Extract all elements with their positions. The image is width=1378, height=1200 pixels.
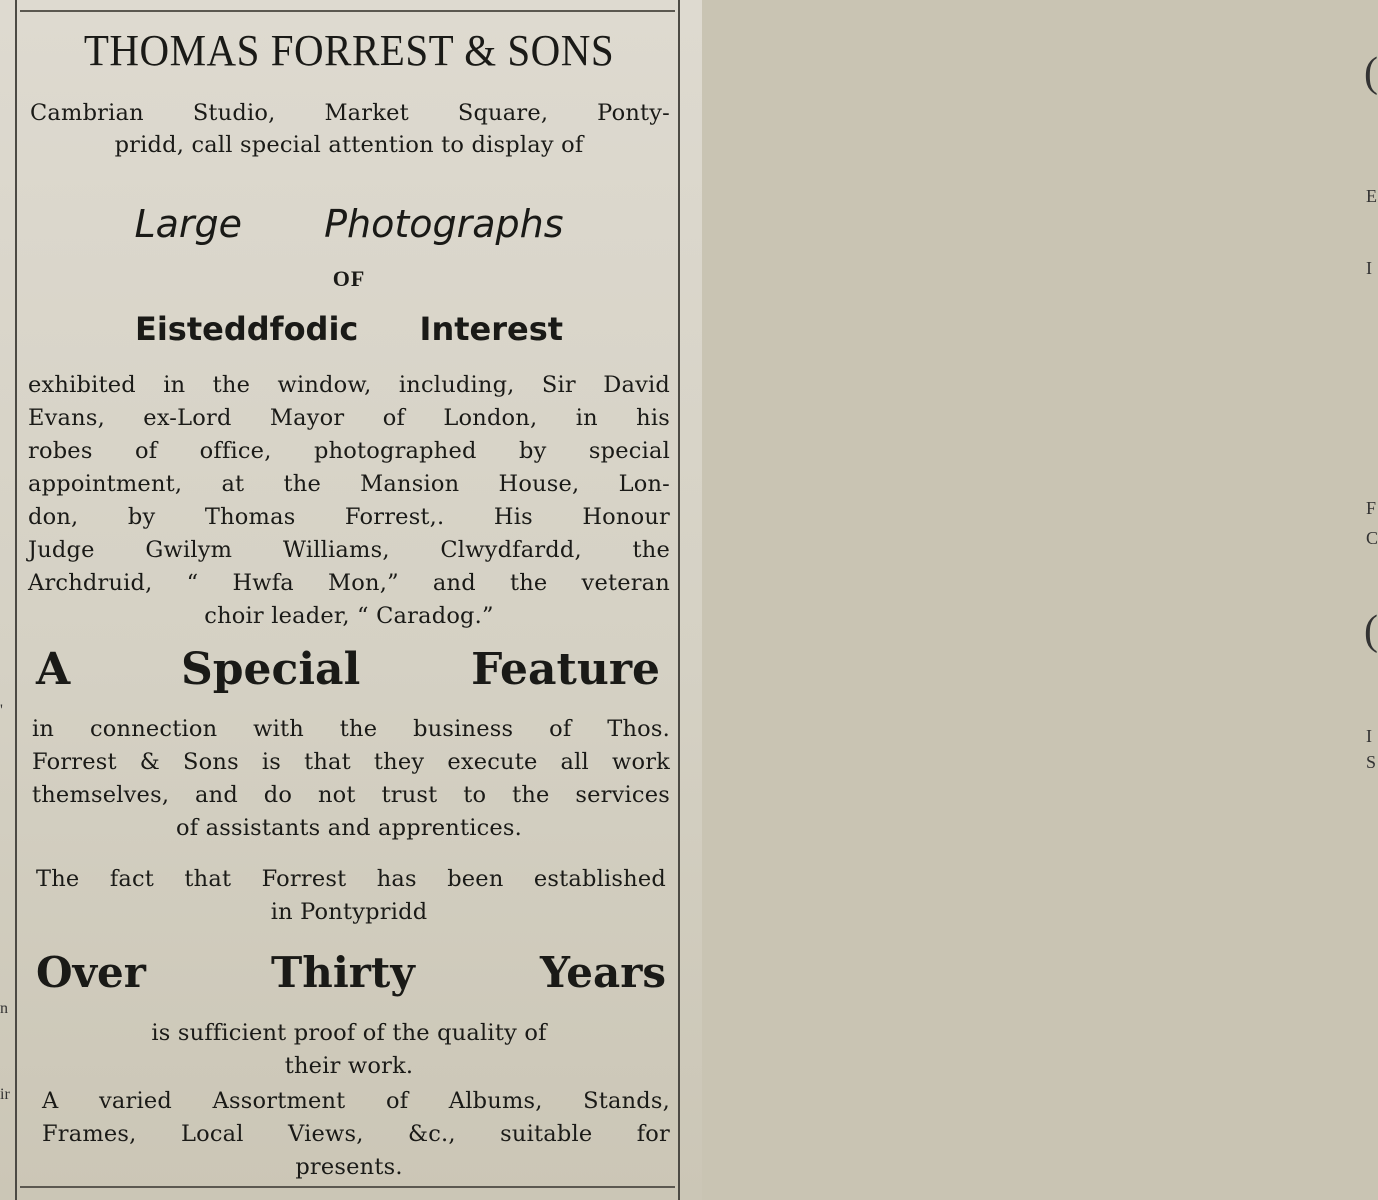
left-column-rule: [15, 0, 17, 1200]
paragraph4-line: is sufficient proof of the quality of: [151, 1020, 547, 1046]
paragraph3-line: in Pontypridd: [270, 899, 428, 925]
paragraph1-line: Archdruid, “ Hwfa Mon,” and the veteran: [28, 570, 670, 596]
right-fragment: I: [1366, 726, 1372, 746]
paragraph1-line: appointment, at the Mansion House, Lon-: [28, 471, 670, 497]
right-fragment: I: [1366, 258, 1372, 278]
paragraph3-line: The fact that Forrest has been established: [36, 866, 666, 892]
paragraph1-line: Evans, ex-Lord Mayor of London, in his: [28, 405, 670, 431]
paragraph2-line: of assistants and apprentices.: [175, 815, 523, 841]
paragraph2-line: in connection with the business of Thos.: [32, 716, 670, 742]
paragraph1-line: Judge Gwilym Williams, Clwydfardd, the: [28, 537, 670, 563]
heading-special-feature: A Special Feature: [36, 644, 660, 695]
left-fragment: ': [0, 702, 3, 719]
paragraph4-line: their work.: [284, 1053, 414, 1079]
paragraph1-line: don, by Thomas Forrest,. His Honour: [28, 504, 670, 530]
intro-line: pridd, call special attention to display of: [114, 132, 584, 158]
paragraph1-line: robes of office, photographed by special: [28, 438, 670, 464]
left-adjacent-column: [0, 0, 14, 1200]
paragraph5-line: Frames, Local Views, &c., suitable for: [42, 1121, 670, 1147]
heading-large-photographs: Large Photographs: [134, 202, 564, 246]
heading-over-thirty-years: Over Thirty Years: [36, 948, 666, 997]
left-fragment: n: [0, 1000, 8, 1017]
heading-eisteddfodic-interest: Eisteddfodic Interest: [134, 310, 564, 348]
advert-top-rule: [20, 10, 675, 12]
right-fragment: E: [1366, 186, 1377, 206]
intro-line: Cambrian Studio, Market Square, Ponty-: [30, 100, 670, 126]
heading-of: OF: [332, 266, 366, 291]
paragraph2-line: themselves, and do not trust to the services: [32, 782, 670, 808]
right-fragment: F: [1366, 498, 1377, 518]
right-fragment: C: [1366, 528, 1378, 548]
advertisement: [22, 14, 676, 1184]
paragraph5-line: A varied Assortment of Albums, Stands,: [42, 1088, 670, 1114]
advert-bottom-rule: [20, 1186, 675, 1188]
paragraph1-line: exhibited in the window, including, Sir David: [28, 372, 670, 398]
advert-title: THOMAS FORREST & SONS: [83, 25, 615, 75]
right-fragment: S: [1366, 752, 1377, 772]
paragraph1-line: choir leader, “ Caradog.”: [204, 603, 494, 629]
left-fragment: ir: [0, 1086, 10, 1103]
right-adjacent-column: [680, 0, 1378, 1200]
right-fragment: (: [1364, 608, 1378, 654]
paragraph5-line: presents.: [295, 1154, 403, 1180]
right-fragment: (: [1364, 50, 1378, 96]
paragraph2-line: Forrest & Sons is that they execute all work: [32, 749, 670, 775]
